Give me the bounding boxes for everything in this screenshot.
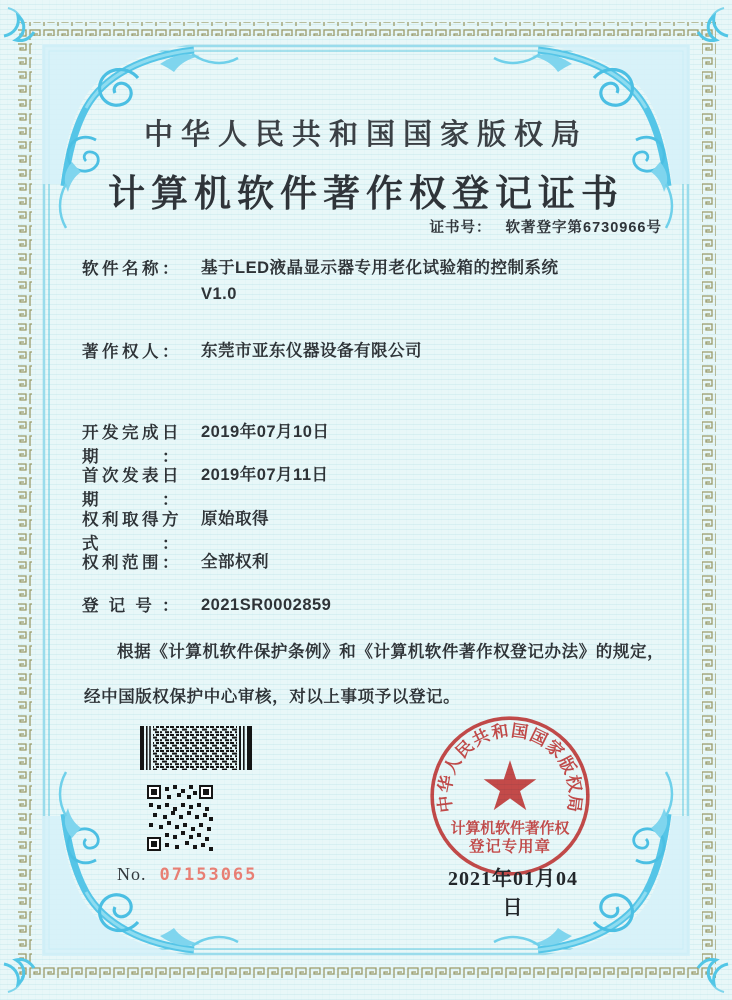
software-version: V1.0 <box>201 285 237 303</box>
issue-date: 2021年01月04日 <box>448 868 578 919</box>
field-value: 原始取得 <box>201 510 269 528</box>
field-row-dev-complete-date <box>82 419 672 467</box>
field-row-first-publish-date <box>82 462 672 510</box>
official-seal <box>426 712 594 880</box>
field-value: 全部权利 <box>201 553 269 571</box>
field-row-acquisition-method <box>82 506 672 554</box>
seal-line1: 计算机软件著作权 <box>450 820 570 837</box>
qr-code <box>147 785 213 851</box>
serial-number-line <box>117 864 257 885</box>
seal-ring-text: 中华人民共和国国家版权局 <box>435 721 585 814</box>
certificate-number-label: 证书号： <box>429 220 492 236</box>
certificate-number-line <box>430 216 662 237</box>
certificate-title: 计算机软件著作权登记证书 <box>108 174 624 215</box>
field-value: 2019年07月11日 <box>201 466 329 484</box>
field-row-copyright-owner <box>82 338 672 364</box>
field-label: 开发完成日期： <box>82 424 179 466</box>
seal-star <box>484 760 537 810</box>
field-value <box>201 255 559 307</box>
field-row-rights-scope <box>82 549 672 575</box>
field-value: 2021SR0002859 <box>201 596 332 614</box>
field-value: 东莞市亚东仪器设备有限公司 <box>201 342 422 360</box>
serial-number-label: No. <box>117 864 147 884</box>
serial-number-value: 07153065 <box>159 865 258 885</box>
seal-line2: 登记专用章 <box>469 838 551 856</box>
greek-key-border-top <box>18 22 716 36</box>
field-label: 权利范围： <box>82 554 179 572</box>
registration-statement: 根据《计算机软件保护条例》和《计算机软件著作权登记办法》的规定，经中国版权保护中心审核，对以上事项予以登记。 <box>84 643 665 706</box>
field-row-registration-number <box>82 592 672 618</box>
certificate-number-value: 软著登字第6730966号 <box>505 220 662 236</box>
field-row-software-name <box>82 255 672 307</box>
software-name-line1: 基于LED液晶显示器专用老化试验箱的控制系统 <box>201 259 559 277</box>
issuing-authority: 中华人民共和国国家版权局 <box>143 119 588 151</box>
greek-key-border-bottom <box>18 964 716 978</box>
field-label: 软件名称： <box>82 260 179 278</box>
field-label: 登记号： <box>82 597 179 615</box>
field-label: 首次发表日期： <box>82 467 179 509</box>
field-label: 著作权人： <box>82 343 179 361</box>
barcode <box>140 726 252 770</box>
field-value: 2019年07月10日 <box>201 423 330 441</box>
field-label: 权利取得方式： <box>82 511 179 553</box>
